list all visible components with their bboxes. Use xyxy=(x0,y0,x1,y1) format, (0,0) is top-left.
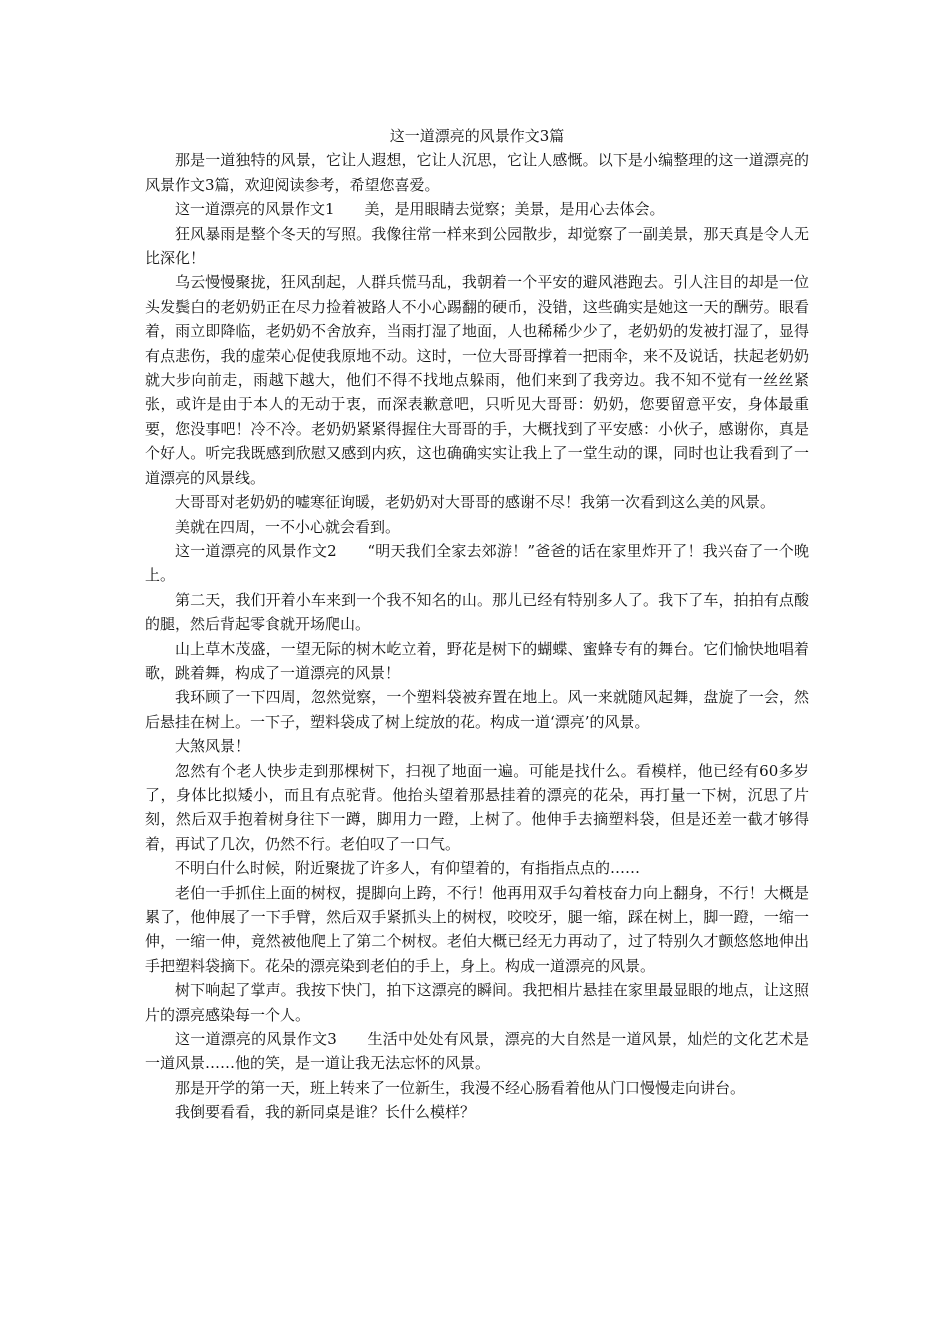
document-title: 这一道漂亮的风景作文3篇 xyxy=(389,127,565,145)
body-paragraph: 那是开学的第一天，班上转来了一位新生，我漫不经心肠看着他从门口慢慢走向讲台。 xyxy=(175,1078,746,1097)
document-page xyxy=(145,124,809,1125)
body-paragraph: 这一道漂亮的风景作文2 “明天我们全家去郊游！”爸爸的话在家里炸开了！我兴奋了一个晚上。 xyxy=(145,541,809,585)
body-paragraph: 我环顾了一下四周，忽然觉察，一个塑料袋被弃置在地上。风一来就随风起舞，盘旋了一会，然后悬挂在树上。一下子，塑料袋成了树上绽放的花。构成一道‘漂亮’的风景。 xyxy=(145,688,809,731)
body-paragraph: 山上草木茂盛，一望无际的树木屹立着，野花是树下的蝴蝶、蜜蜂专有的舞台。它们愉快地唱着歌，跳着舞，构成了一道漂亮的风景！ xyxy=(145,639,809,682)
body-paragraph: 大煞风景！ xyxy=(175,737,251,756)
body-paragraph: 狂风暴雨是整个冬天的写照。我像往常一样来到公园散步，却觉察了一副美景，那天真是令人无比深化！ xyxy=(145,224,809,268)
body-paragraph: 那是一道独特的风景，它让人遐想，它让人沉思，它让人感慨。以下是小编整理的这一道漂亮的风景作文3篇，欢迎阅读参考，希望您喜爱。 xyxy=(145,151,809,194)
body-paragraph: 乌云慢慢聚拢，狂风刮起，人群兵慌马乱，我朝着一个平安的避风港跑去。引人注目的却是一位头发鬓白的老奶奶正在尽力捡着被路人不小心踢翻的硬币，没错，这些确实是她这一天的酬劳。眼看着，雨立即降临，老奶奶不舍放弃，当雨打湿了地面，人也稀稀少少了，老奶奶的发被打湿了，显得有点悲伤，我的虚荣心促使我原地不动。这时，一位大哥哥撑着一把雨伞，来不及说话，扶起老奶奶就大步向前走，雨越下越大，他们不得不找地点躲雨，他们来到了我旁边。我不知不觉有一丝丝紧张，或许是由于本人的无动于衷，而深表歉意吧，只听见大哥哥：奶奶，您要留意平安，身体最重要，您没事吧！冷不冷。老奶奶紧紧得握住大哥哥的手，大概找到了平安感：小伙子，感谢你，真是个好人。听完我既感到欣慰又感到内疚，这也确确实实让我上了一堂生动的课，同时也让我看到了一道漂亮的风景线。 xyxy=(145,273,809,487)
body-paragraph: 忽然有个老人快步走到那棵树下，扫视了地面一遍。可能是找什么。看模样，他已经有60多岁了，身体比拟矮小，而且有点驼背。他抬头望着那悬挂着的漂亮的花朵，再打量一下树，沉思了片刻，然后双手抱着树身往下一蹲，脚用力一蹬，上树了。他伸手去摘塑料袋，但是还差一截才够得着，再试了几次，仍然不行。老伯叹了一口气。 xyxy=(145,761,809,853)
body-paragraph: 我倒要看看，我的新同桌是谁？长什么模样？ xyxy=(175,1103,476,1122)
body-paragraph: 树下响起了掌声。我按下快门，拍下这漂亮的瞬间。我把相片悬挂在家里最显眼的地点，让这照片的漂亮感染每一个人。 xyxy=(145,981,809,1024)
body-paragraph: 不明白什么时候，附近聚拢了许多人，有仰望着的，有指指点点的…… xyxy=(175,859,641,878)
body-paragraph: 美就在四周，一不小心就会看到。 xyxy=(175,517,401,536)
body-paragraph: 大哥哥对老奶奶的嘘寒征询暖，老奶奶对大哥哥的感谢不尽！我第一次看到这么美的风景。 xyxy=(175,493,776,512)
document-body xyxy=(145,148,809,1124)
body-paragraph: 这一道漂亮的风景作文1 美，是用眼睛去觉察；美景，是用心去体会。 xyxy=(175,200,665,219)
body-paragraph: 这一道漂亮的风景作文3 生活中处处有风景，漂亮的大自然是一道风景，灿烂的文化艺术是一道风景……他的笑，是一道让我无法忘怀的风景。 xyxy=(145,1030,809,1073)
body-paragraph: 老伯一手抓住上面的树杈，提脚向上跨，不行！他再用双手勾着枝奋力向上翻身，不行！大概是累了，他伸展了一下手臂，然后双手紧抓头上的树杈，咬咬牙，腿一缩，踩在树上，脚一蹬，一缩一伸，一缩一伸，竟然被他爬上了第二个树杈。老伯大概已经无力再动了，过了特别久才颤悠悠地伸出手把塑料袋摘下。花朵的漂亮染到老伯的手上，身上。构成一道漂亮的风景。 xyxy=(145,883,809,975)
body-paragraph: 第二天，我们开着小车来到一个我不知名的山。那儿已经有特别多人了。我下了车，拍拍有点酸的腿，然后背起零食就开场爬山。 xyxy=(145,590,809,634)
